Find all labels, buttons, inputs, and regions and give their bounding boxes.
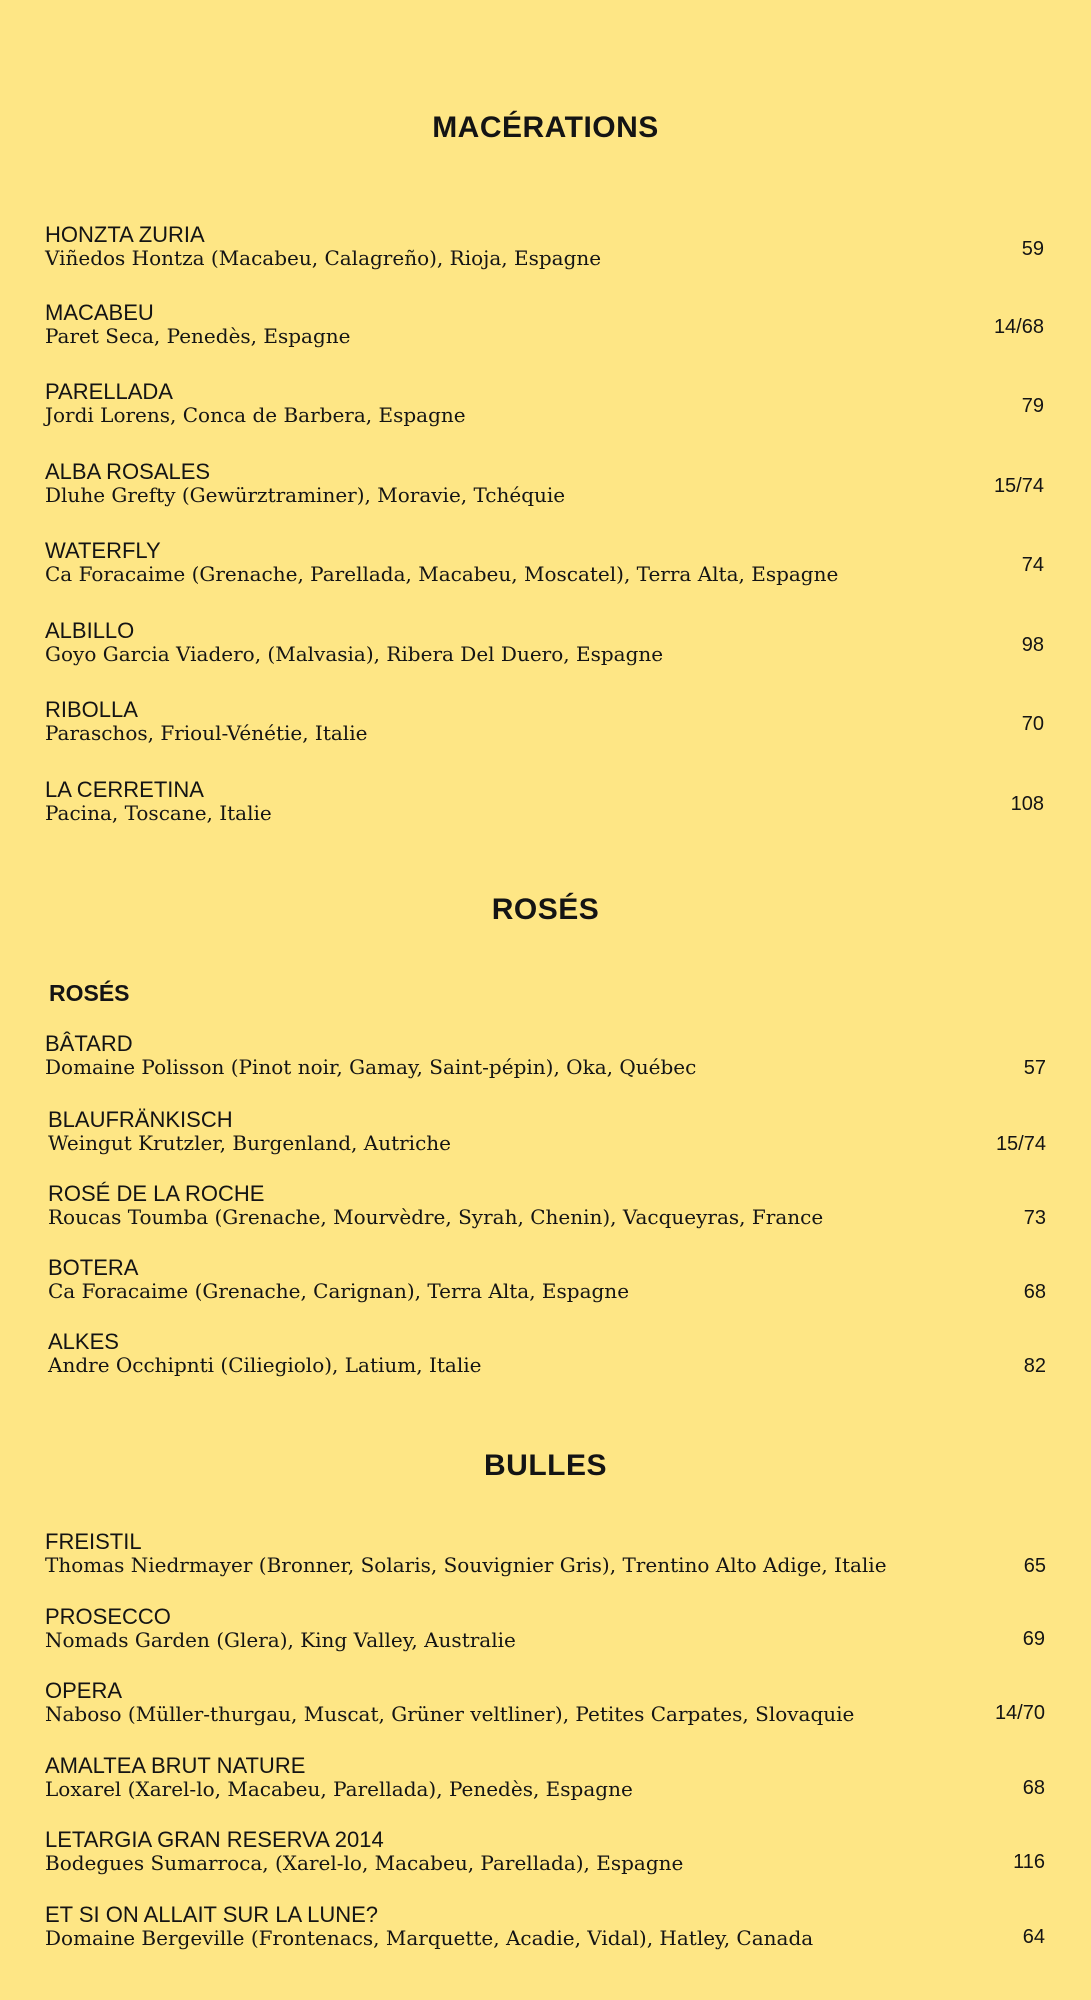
wine-description: Paret Seca, Penedès, Espagne [45, 324, 351, 348]
section-title-roses: ROSÉS [491, 893, 600, 926]
wine-name: OPERA [45, 1678, 123, 1703]
wine-name: BOTERA [48, 1255, 139, 1280]
wine-name: BLAUFRÄNKISCH [48, 1107, 233, 1132]
wine-name: ALBA ROSALES [45, 459, 211, 484]
wine-description: Pacina, Toscane, Italie [45, 801, 272, 825]
wine-item [0, 777, 1091, 833]
wine-name: MACABEU [45, 300, 154, 325]
wine-description: Thomas Niedrmayer (Bronner, Solaris, Souvignier Gris), Trentino Alto Adige, Italie [45, 1553, 887, 1577]
wine-name: ROSÉ DE LA ROCHE [48, 1181, 265, 1206]
wine-name: FREISTIL [45, 1529, 142, 1554]
wine-description: Loxarel (Xarel-lo, Macabeu, Parellada), Penedès, Espagne [45, 1777, 633, 1801]
wine-price: 65 [1023, 1555, 1046, 1577]
wine-item [0, 1255, 1091, 1311]
wine-price: 98 [1021, 634, 1044, 656]
wine-price: 15/74 [993, 475, 1044, 497]
wine-price: 64 [1022, 1926, 1045, 1948]
wine-price: 116 [1013, 1851, 1045, 1873]
wine-description: Bodegues Sumarroca, (Xarel-lo, Macabeu, Parellada), Espagne [45, 1851, 684, 1875]
wine-item [0, 379, 1091, 435]
wine-name: LETARGIA GRAN RESERVA 2014 [45, 1827, 384, 1852]
wine-price: 69 [1022, 1628, 1045, 1650]
wine-name: PROSECCO [45, 1604, 171, 1629]
wine-description: Domaine Polisson (Pinot noir, Gamay, Saint-pépin), Oka, Québec [45, 1055, 697, 1079]
wine-description: Andre Occhipnti (Ciliegiolo), Latium, Italie [48, 1353, 482, 1377]
wine-description: Nomads Garden (Glera), King Valley, Australie [45, 1628, 516, 1652]
wine-name: PARELLADA [45, 379, 173, 404]
wine-name: ALBILLO [45, 618, 135, 643]
wine-description: Ca Foracaime (Grenache, Parellada, Macabeu, Moscatel), Terra Alta, Espagne [45, 562, 839, 586]
wine-description: Ca Foracaime (Grenache, Carignan), Terra Alta, Espagne [48, 1279, 630, 1303]
roses-subheading: ROSÉS [49, 980, 130, 1006]
wine-description: Dluhe Grefty (Gewürztraminer), Moravie, Tchéquie [45, 483, 566, 507]
wine-name: AMALTEA BRUT NATURE [45, 1753, 306, 1778]
wine-item [0, 1529, 1091, 1585]
wine-description: Roucas Toumba (Grenache, Mourvèdre, Syrah, Chenin), Vacqueyras, France [48, 1205, 824, 1229]
wine-description: Domaine Bergeville (Frontenacs, Marquette, Acadie, Vidal), Hatley, Canada [45, 1926, 814, 1950]
wine-item [0, 1107, 1091, 1163]
wine-item [0, 697, 1091, 753]
wine-price: 74 [1021, 554, 1044, 576]
section-title-macerations: MACÉRATIONS [432, 111, 659, 144]
wine-price: 15/74 [995, 1133, 1046, 1155]
section-title-bulles: BULLES [484, 1449, 607, 1482]
wine-price: 59 [1021, 238, 1044, 260]
wine-name: LA CERRETINA [45, 777, 204, 802]
wine-name: HONZTA ZURIA [45, 222, 205, 247]
wine-description: Weingut Krutzler, Burgenland, Autriche [48, 1131, 451, 1155]
wine-name: ET SI ON ALLAIT SUR LA LUNE? [45, 1902, 378, 1927]
wine-item [0, 459, 1091, 515]
wine-price: 73 [1023, 1207, 1046, 1229]
wine-item [0, 1902, 1091, 1958]
wine-description: Paraschos, Frioul-Vénétie, Italie [45, 721, 368, 745]
wine-price: 108 [1010, 793, 1044, 815]
wine-price: 82 [1023, 1355, 1046, 1377]
wine-description: Naboso (Müller-thurgau, Muscat, Grüner veltliner), Petites Carpates, Slovaquie [45, 1702, 855, 1726]
wine-price: 14/70 [994, 1702, 1045, 1724]
wine-name: BÂTARD [45, 1031, 133, 1056]
wine-item [0, 1329, 1091, 1385]
wine-item [0, 1181, 1091, 1237]
wine-item [0, 1753, 1091, 1809]
wine-name: WATERFLY [45, 538, 161, 563]
wine-item [0, 618, 1091, 674]
wine-item [0, 1678, 1091, 1734]
wine-description: Jordi Lorens, Conca de Barbera, Espagne [45, 403, 466, 427]
wine-price: 70 [1021, 713, 1044, 735]
wine-price: 79 [1021, 395, 1044, 417]
wine-description: Viñedos Hontza (Macabeu, Calagreño), Rioja, Espagne [45, 246, 602, 270]
wine-item [0, 1604, 1091, 1660]
wine-name: ALKES [48, 1329, 119, 1354]
wine-price: 14/68 [993, 316, 1044, 338]
wine-price: 68 [1023, 1281, 1046, 1303]
wine-item [0, 538, 1091, 594]
wine-description: Goyo Garcia Viadero, (Malvasia), Ribera Del Duero, Espagne [45, 642, 664, 666]
wine-price: 68 [1022, 1777, 1045, 1799]
wine-price: 57 [1023, 1057, 1046, 1079]
wine-item [0, 1031, 1091, 1087]
wine-name: RIBOLLA [45, 697, 138, 722]
wine-item [0, 222, 1091, 278]
wine-item [0, 1827, 1091, 1883]
wine-item [0, 300, 1091, 356]
